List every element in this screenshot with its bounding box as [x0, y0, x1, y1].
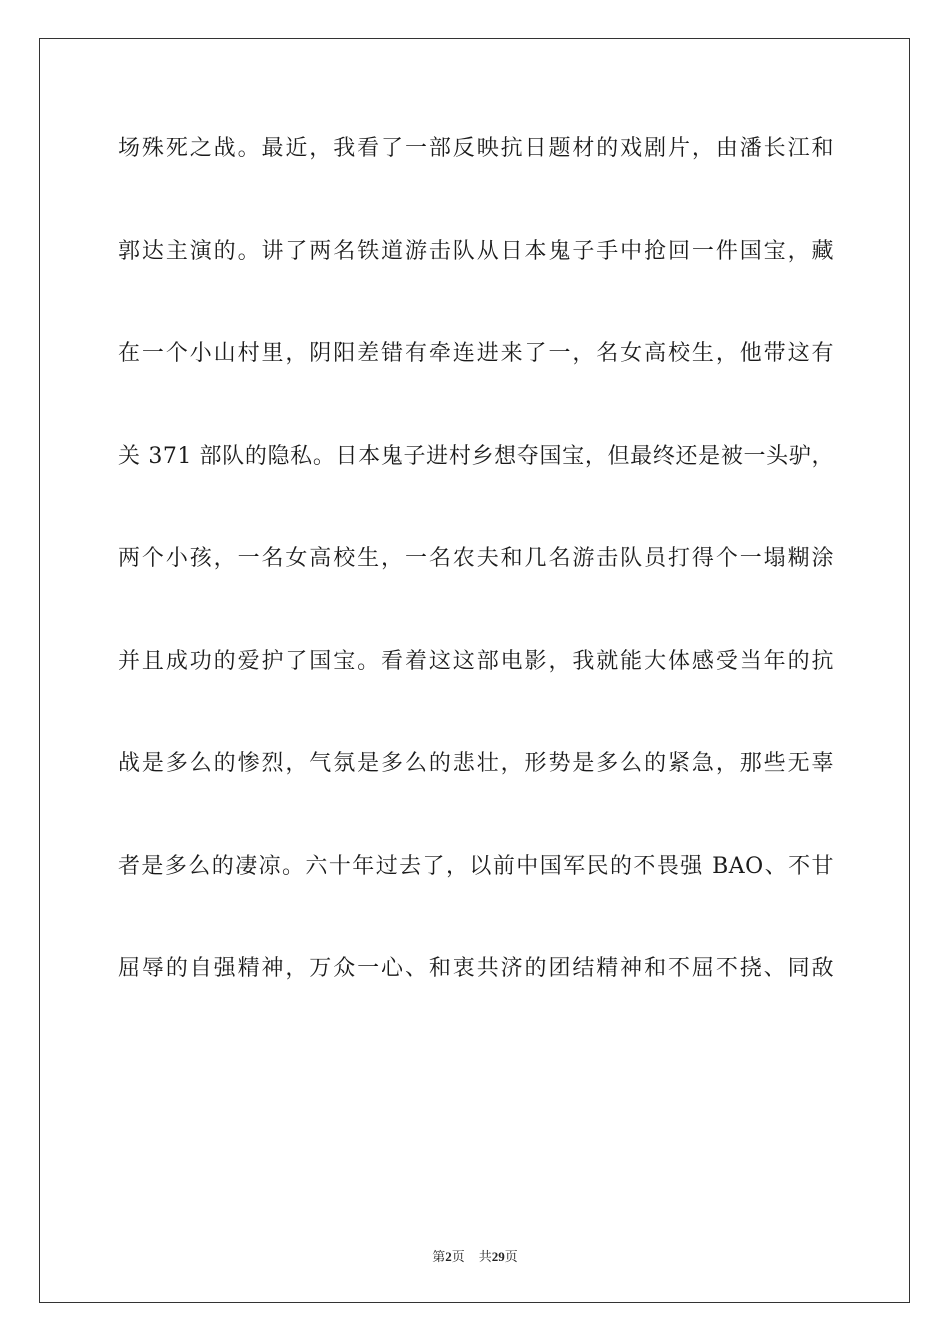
text-line-8: 者是多么的凄凉。六十年过去了，以前中国军民的不畏强 BAO、不甘 [118, 853, 834, 879]
total-pages-label [479, 1246, 518, 1265]
text-line-4: 关 371 部队的隐私。日本鬼子进村乡想夺国宝，但最终还是被一头驴， [118, 443, 834, 469]
page-suffix: 页 [451, 1250, 465, 1265]
page-number-label [432, 1246, 465, 1265]
text-line-3: 在一个小山村里，阴阳差错有牵连进来了一，名女高校生，他带这有 [118, 341, 834, 366]
document-body [118, 128, 834, 1051]
total-prefix: 共 [478, 1250, 492, 1265]
page-number: 2 [445, 1249, 452, 1264]
page-prefix: 第 [432, 1250, 446, 1265]
text-line-1: 场殊死之战。最近，我看了一部反映抗日题材的戏剧片，由潘长江和 [118, 136, 834, 161]
text-line-6: 并且成功的爱护了国宝。看着这这部电影，我就能大体感受当年的抗 [118, 648, 834, 674]
text-line-5: 两个小孩，一名女高校生，一名农夫和几名游击队员打得个一塌糊涂 [118, 546, 834, 571]
total-suffix: 页 [504, 1250, 518, 1265]
total-pages: 29 [491, 1249, 505, 1264]
text-line-7: 战是多么的惨烈，气氛是多么的悲壮，形势是多么的紧急，那些无辜 [118, 751, 834, 776]
page-footer [0, 1246, 950, 1265]
text-line-9: 屈辱的自强精神，万众一心、和衷共济的团结精神和不屈不挠、同敌 [118, 956, 834, 981]
text-line-2: 郭达主演的。讲了两名铁道游击队从日本鬼子手中抢回一件国宝，藏 [118, 238, 834, 264]
